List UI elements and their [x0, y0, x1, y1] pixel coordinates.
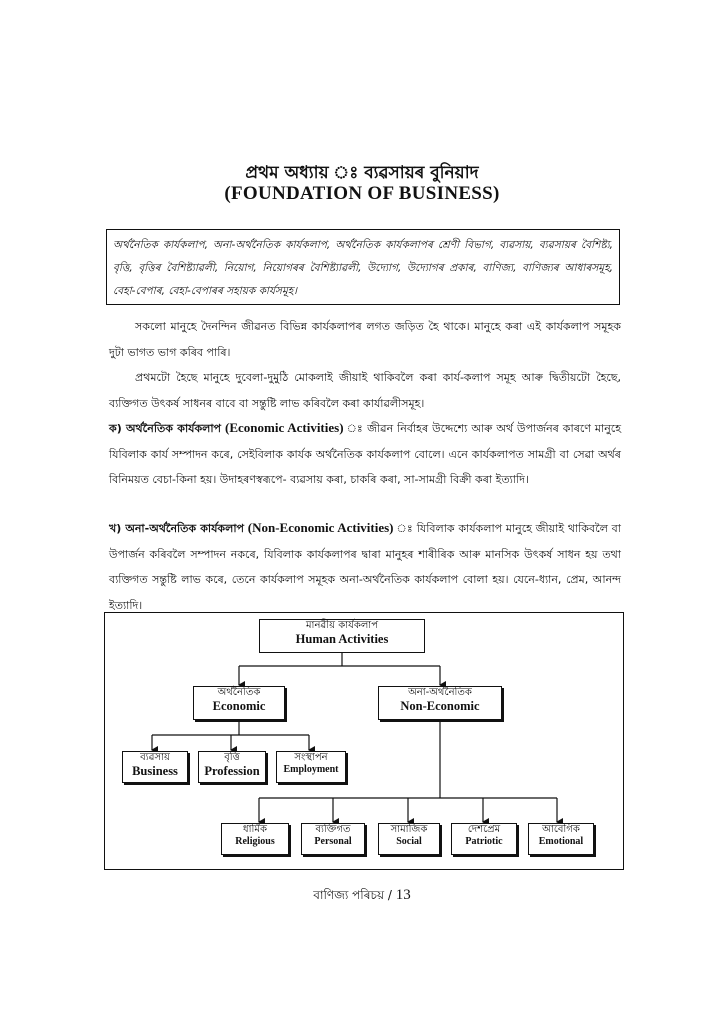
employment-box: [276, 751, 346, 783]
religious-label-bn: ধাৰ্মিক: [243, 824, 267, 835]
chapter-title-english: (FOUNDATION OF BUSINESS): [224, 183, 500, 204]
business-box: [122, 751, 188, 783]
employment-label-bn: সংস্থাপন: [294, 752, 328, 763]
economic-activities-body: ঃ জীৱন নিৰ্বাহৰ উদ্দেশ্যে আৰু অৰ্থ উপাৰ্জনৰ কাৰণে মানুহে যিবিলাক কাৰ্য সম্পাদন কৰে, সেইবিলাক কাৰ্যক অৰ্থনৈতিক কাৰ্যকলাপ বোলে। এনে কাৰ্যকলাপত সামগ্ৰী বা সেৱা অৰ্থৰ বিনিময়ত বেচা-কিনা হয়। উদাহৰণস্বৰূপে- ব্যৱসায় কৰা, চাকৰি কৰা, সা-সামগ্ৰী বিক্ৰী কৰা ইত্যাদি।: [109, 422, 621, 486]
human-activities-label-en: Human Activities: [295, 632, 389, 646]
social-box: [378, 823, 440, 855]
emotional-label-bn: আবেগিক: [542, 824, 580, 835]
emotional-label-en: Emotional: [538, 836, 584, 847]
non-economic-activities-paragraph: [109, 515, 621, 618]
economic-activities-heading-en: (Economic Activities): [225, 420, 344, 435]
non-economic-activities-heading: খ) অনা-অৰ্থনৈতিক কাৰ্যকলাপ: [109, 522, 244, 535]
economic-activities-paragraph: [109, 415, 621, 493]
personal-label-bn: ব্যক্তিগত: [315, 824, 351, 835]
non-economic-label-bn: অনা-অৰ্থনৈতিক: [408, 687, 472, 698]
non-economic-box: [378, 686, 502, 720]
economic-label-en: Economic: [212, 699, 266, 713]
personal-label-en: Personal: [314, 836, 352, 847]
non-economic-activities-heading-en: (Non-Economic Activities): [247, 520, 394, 535]
social-label-bn: সামাজিক: [390, 824, 428, 835]
economic-label-bn: অৰ্থনৈতিক: [217, 687, 261, 698]
non-economic-activities-body: ঃ যিবিলাক কাৰ্যকলাপ মানুহে জীয়াই থাকিবলৈ বা উপাৰ্জন কৰিবলৈ সম্পাদন নকৰে, যিবিলাক কাৰ্যকলাপৰ দ্বাৰা মানুহৰ শাৰীৰিক আৰু মানসিক উৎকৰ্ষ সাধন হয় তথা ব্যক্তিগত সন্তুষ্টি লাভ কৰে, তেনে কাৰ্যকলাপ সমূহক অনা-অৰ্থনৈতিক কাৰ্যকলাপ বোলা হয়। যেনে-ধ্যান, প্ৰেম, আনন্দ ইত্যাদি।: [109, 522, 621, 612]
keywords-text: অৰ্থনৈতিক কাৰ্যকলাপ, অনা-অৰ্থনৈতিক কাৰ্যকলাপ, অৰ্থনৈতিক কাৰ্যকলাপৰ শ্ৰেণী বিভাগ, ব্যৱসায়, ব্যৱসায়ৰ বৈশিষ্ট্য, বৃত্তি, বৃত্তিৰ বৈশিষ্ট্যাৱলী, নিয়োগ, নিয়োগৰৰ বৈশিষ্ট্যাৱলী, উদ্যোগ, উদ্যোগৰ প্ৰকাৰ, বাণিজ্য, বাণিজ্যৰ আধাৰসমূহ, বেহা-বেপাৰ, বেহা-বেপাৰৰ সহায়ক কাৰ্যসমূহ।: [113, 239, 613, 297]
page-number: 13: [395, 887, 411, 903]
religious-label-en: Religious: [235, 836, 275, 847]
patriotic-label-bn: দেশপ্ৰেম: [467, 824, 501, 835]
business-label-bn: ব্যৱসায়: [140, 752, 170, 763]
human-activities-label-bn: মানৱীয় কাৰ্যকলাপ: [306, 620, 378, 631]
economic-activities-heading: ক) অৰ্থনৈতিক কাৰ্যকলাপ: [109, 422, 222, 435]
religious-box: [221, 823, 289, 855]
personal-box: [301, 823, 365, 855]
footer-separator: /: [384, 888, 396, 902]
patriotic-box: [451, 823, 517, 855]
intro-paragraph: সকলো মানুহে দৈনন্দিন জীৱনত বিভিন্ন কাৰ্যকলাপৰ লগত জড়িত হৈ থাকে। মানুহে কৰা এই কাৰ্যকলাপ সমূহক দুটা ভাগত ভাগ কৰিব পাৰি।: [109, 320, 621, 359]
business-label-en: Business: [132, 764, 178, 778]
human-activities-diagram: [104, 612, 624, 870]
profession-label-bn: বৃত্তি: [224, 752, 240, 763]
footer-book-title: বাণিজ্য পৰিচয়: [313, 888, 385, 902]
profession-label-en: Profession: [204, 764, 260, 778]
keywords-box: [106, 229, 620, 305]
chapter-title-assamese: প্ৰথম অধ্যায় ঃ ব্যৱসায়ৰ বুনিয়াদ: [245, 163, 479, 183]
non-economic-label-en: Non-Economic: [400, 699, 480, 713]
emotional-box: [528, 823, 594, 855]
patriotic-label-en: Patriotic: [465, 836, 503, 847]
economic-box: [193, 686, 285, 720]
second-paragraph: প্ৰথমটো হৈছে মানুহে দুবেলা-দুমুঠি মোকলাই জীয়াই থাকিবলৈ কৰা কাৰ্য-কলাপ সমূহ আৰু দ্বিতীয়টো হৈছে, ব্যক্তিগত উৎকৰ্ষ সাধনৰ বাবে বা সন্তুষ্টি লাভ কৰিবলৈ কৰা কাৰ্যাৱলীসমূহ।: [109, 371, 621, 410]
human-activities-box: [259, 619, 425, 653]
page-footer: [0, 887, 724, 907]
social-label-en: Social: [396, 836, 422, 847]
profession-box: [198, 751, 266, 783]
employment-label-en: Employment: [283, 764, 339, 775]
